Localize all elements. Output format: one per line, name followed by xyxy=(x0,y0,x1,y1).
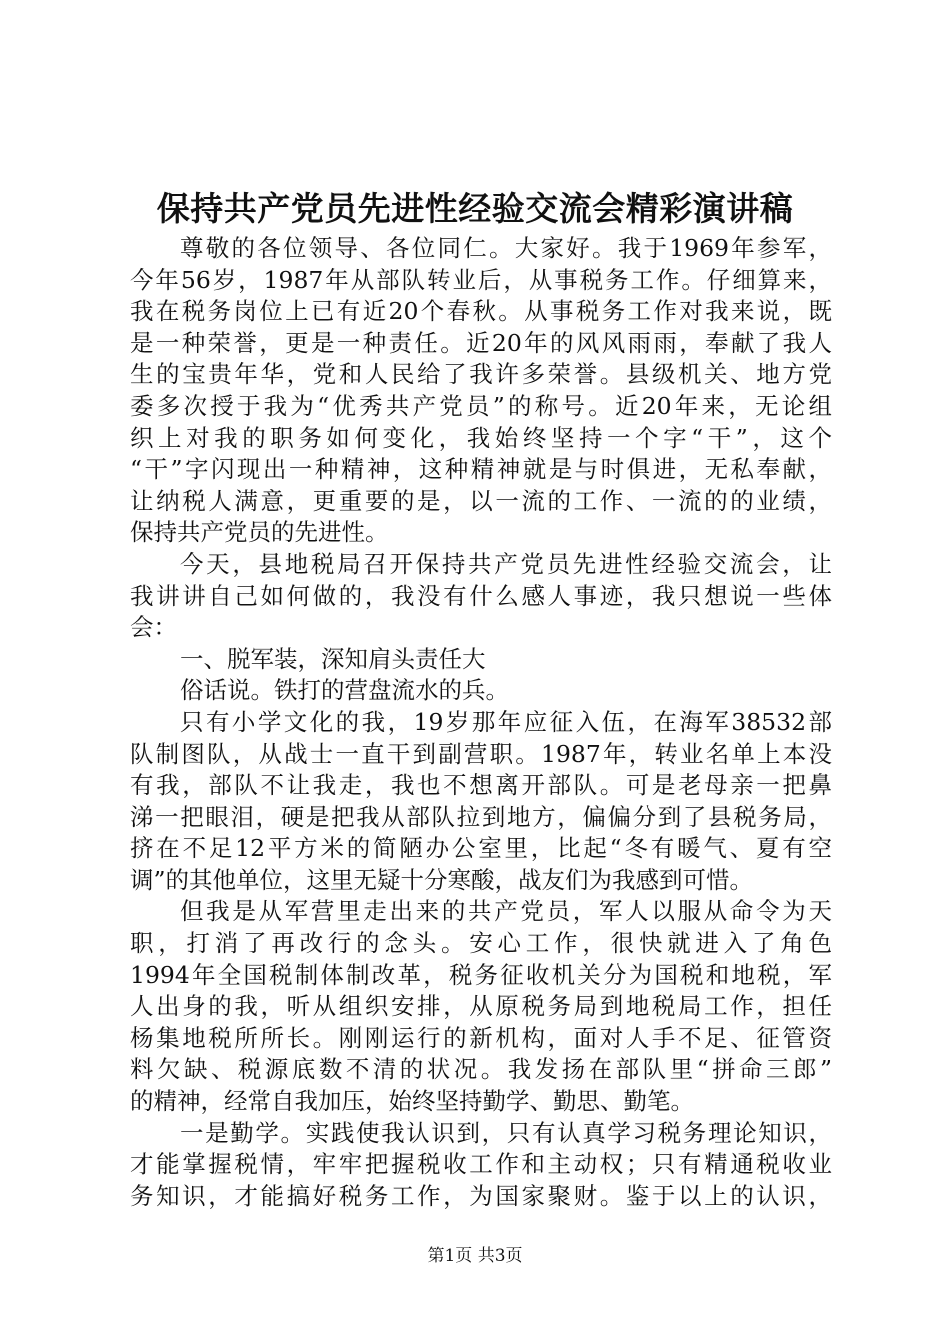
text-line: 有我，部队不让我走，我也不想离开部队。可是老母亲一把鼻 xyxy=(130,771,832,800)
text-line: “干”字闪现出一种精神，这种精神就是与时俱进，无私奉献， xyxy=(130,455,832,484)
page-number-footer: 第1页 共3页 xyxy=(427,1246,523,1266)
text-line: 才能掌握税情，牢牢把握税收工作和主动权；只有精通税收业 xyxy=(130,1150,832,1179)
text-line: 涕一把眼泪，硬是把我从部队拉到地方，偏偏分到了县税务局， xyxy=(130,802,832,831)
text-line: 队制图队，从战士一直干到副营职。1987年，转业名单上本没 xyxy=(130,739,832,768)
text-line: 让纳税人满意，更重要的是，以一流的工作、一流的的业绩， xyxy=(130,486,832,515)
text-line: 职，打消了再改行的念头。安心工作，很快就进入了角色 xyxy=(130,929,832,958)
text-line: 保持共产党员的先进性。 xyxy=(130,518,389,547)
document-body xyxy=(130,233,832,1212)
text-line: 今年56岁，1987年从部队转业后，从事税务工作。仔细算来， xyxy=(130,265,832,294)
text-line: 委多次授于我为“优秀共产党员”的称号。近20年来，无论组 xyxy=(130,391,832,420)
text-line: 一是勤学。实践使我认识到，只有认真学习税务理论知识， xyxy=(180,1118,832,1147)
text-line: 调”的其他单位，这里无疑十分寒酸，战友们为我感到可惜。 xyxy=(130,865,754,894)
text-line: 料欠缺、税源底数不清的状况。我发扬在部队里“拼命三郎” xyxy=(130,1055,832,1084)
text-line: 尊敬的各位领导、各位同仁。大家好。我于1969年参军， xyxy=(180,234,832,262)
text-line: 织上对我的职务如何变化，我始终坚持一个字“干”，这个 xyxy=(130,423,832,452)
text-line: 我在税务岗位上已有近20个春秋。从事税务工作对我来说，既 xyxy=(130,297,832,326)
text-line: 今天，县地税局召开保持共产党员先进性经验交流会，让 xyxy=(180,549,832,578)
text-line: 挤在不足12平方米的简陋办公室里，比起“冬有暖气、夏有空 xyxy=(130,834,832,863)
text-line: 俗话说。铁打的营盘流水的兵。 xyxy=(180,676,509,705)
document-title: 保持共产党员先进性经验交流会精彩演讲稿 xyxy=(156,189,794,228)
text-line: 会： xyxy=(130,613,177,642)
section-heading: 一、脱军装，深知肩头责任大 xyxy=(180,644,486,673)
text-line: 务知识，才能搞好税务工作，为国家聚财。鉴于以上的认识， xyxy=(130,1181,832,1210)
text-line: 我讲讲自己如何做的，我没有什么感人事迹，我只想说一些体 xyxy=(130,581,832,610)
text-line: 的精神，经常自我加压，始终坚持勤学、勤思、勤笔。 xyxy=(130,1087,694,1116)
text-line: 1994年全国税制体制改革，税务征收机关分为国税和地税，军 xyxy=(130,960,832,989)
text-line: 人出身的我，听从组织安排，从原税务局到地税局工作，担任 xyxy=(130,992,832,1021)
text-line: 生的宝贵年华，党和人民给了我许多荣誉。县级机关、地方党 xyxy=(130,360,832,389)
text-line: 杨集地税所所长。刚刚运行的新机构，面对人手不足、征管资 xyxy=(130,1023,832,1052)
text-line: 只有小学文化的我，19岁那年应征入伍，在海军38532部 xyxy=(180,707,832,736)
text-line: 是一种荣誉，更是一种责任。近20年的风风雨雨，奉献了我人 xyxy=(130,328,832,357)
text-line: 但我是从军营里走出来的共产党员，军人以服从命令为天 xyxy=(180,897,832,926)
